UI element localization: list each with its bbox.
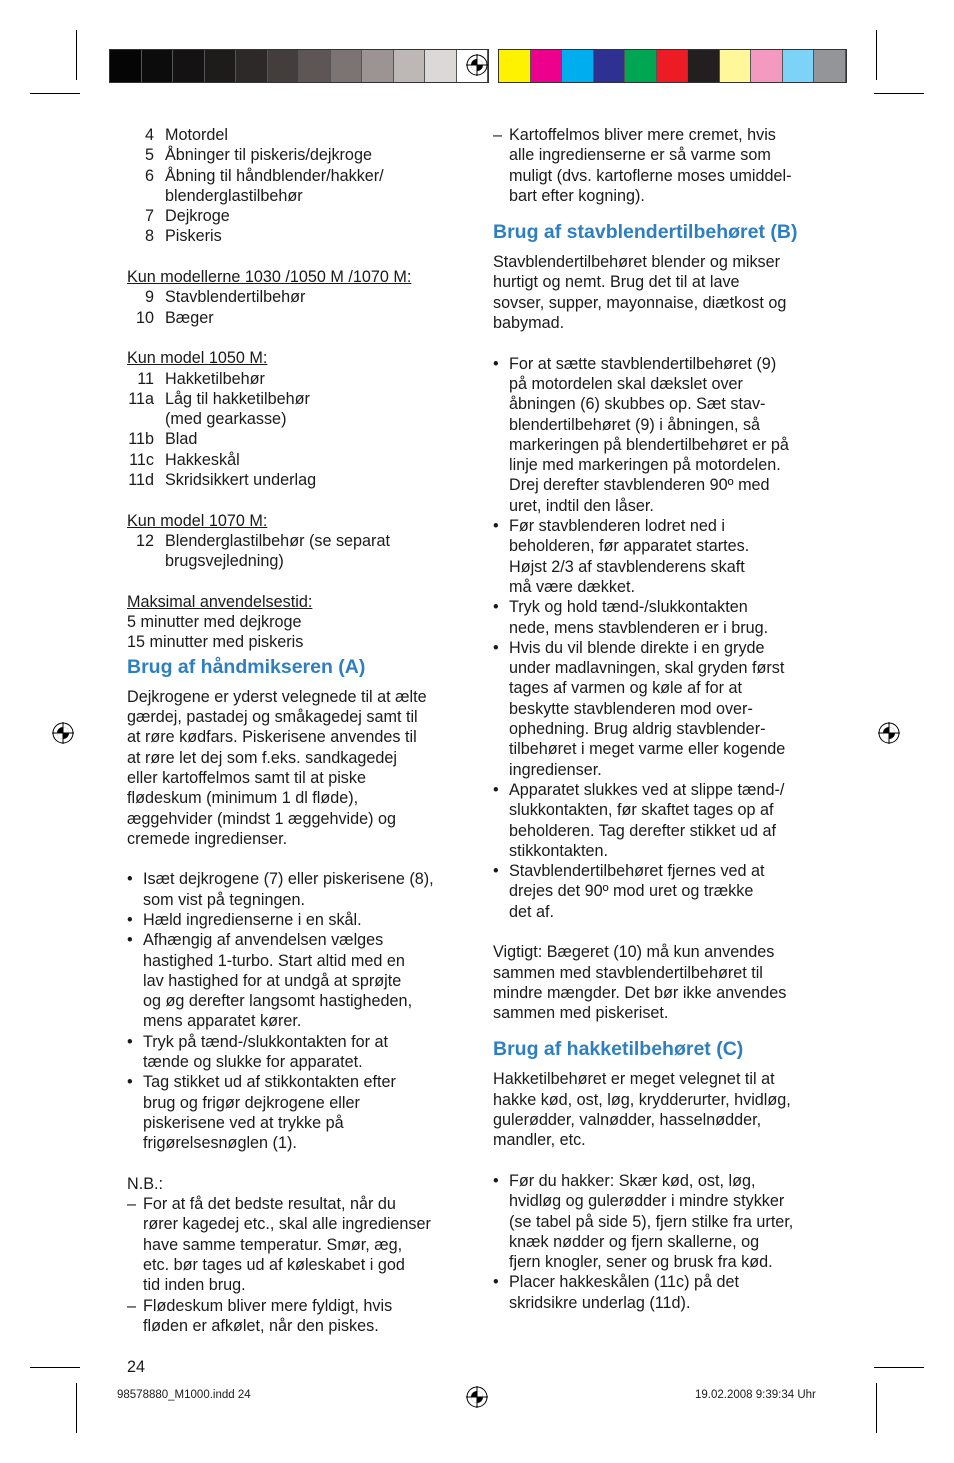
color-swatch: [499, 50, 531, 82]
models-1-heading: Kun modellerne 1030 /1050 M /1070 M:: [127, 268, 412, 287]
nb-label: N.B.:: [127, 1174, 163, 1193]
bullet-line: fjern knogler, sener og brusk fra kød.: [509, 1253, 773, 1272]
item-number: 11: [137, 369, 154, 388]
max-time-line: 15 minutter med piskeris: [127, 633, 304, 652]
models-2-item: [127, 369, 472, 389]
color-swatch: [531, 50, 563, 82]
bullet-line: Afhængig af anvendelsen vælges: [143, 931, 384, 950]
models-3-item: [127, 551, 472, 571]
crop-mark: [30, 93, 80, 94]
bullet-line: Før stavblenderen lodret ned i: [509, 517, 725, 536]
bullet-line: på motordelen skal dækslet over: [509, 374, 743, 393]
bullet-item: [127, 930, 472, 1031]
bullet-line: Apparatet slukkes ved at slippe tænd-/: [509, 780, 785, 799]
parts-list-item: [127, 206, 472, 226]
crop-mark: [76, 30, 77, 80]
section-a-title: Brug af håndmikseren (A): [127, 655, 366, 678]
bullet-line: Før du hakker: Skær kød, ost, løg,: [509, 1171, 756, 1190]
item-number: 11a: [128, 389, 154, 408]
section-b-title: Brug af stavblendertilbehøret (B): [493, 221, 798, 244]
paragraph-line: Vigtigt: Bægeret (10) må kun anvendes: [493, 943, 775, 962]
registration-mark-icon: [52, 722, 74, 744]
models-2-item: [127, 429, 472, 449]
item-text: Piskeris: [165, 227, 222, 246]
section-c-title: Brug af hakketilbehøret (C): [493, 1038, 744, 1061]
paragraph-line: sammen med stavblendertilbehøret til: [493, 963, 763, 982]
item-text: Stavblendertilbehør: [165, 288, 306, 307]
bullet-line: For at få det bedste resultat, når du: [143, 1195, 396, 1214]
bullet-marker: •: [493, 517, 499, 536]
bullet-line: stikkontakten.: [509, 841, 608, 860]
item-number: 7: [144, 207, 154, 226]
bullet-text: [509, 1171, 838, 1272]
registration-mark-icon: [466, 1386, 488, 1408]
item-number: 8: [144, 227, 154, 246]
bullet-line: mens apparatet kører.: [143, 1012, 302, 1031]
paragraph-line: babymad.: [493, 314, 565, 333]
paragraph-line: cremede ingredienser.: [127, 829, 288, 848]
crop-mark: [876, 1383, 877, 1433]
bullet-item: [493, 1272, 838, 1313]
color-swatch: [268, 50, 300, 82]
registration-mark-icon: [878, 722, 900, 744]
grayscale-swatch-bar: [109, 49, 489, 83]
color-swatch: [205, 50, 237, 82]
color-swatch: [657, 50, 689, 82]
paragraph-line: hurtigt og nemt. Brug det til at lave: [493, 273, 740, 292]
bullet-line: fløden er afkølet, når den piskes.: [143, 1316, 379, 1335]
bullet-line: ophedning. Brug aldrig stavblender-: [509, 720, 766, 739]
page-number: 24: [127, 1357, 146, 1376]
paragraph-line: Hakketilbehøret er meget velegnet til at: [493, 1070, 775, 1089]
item-number: 5: [144, 146, 154, 165]
bullet-line: hastighed 1-turbo. Start altid med en: [143, 951, 405, 970]
bullet-item: [493, 861, 838, 922]
section-a-intro: [127, 687, 472, 849]
bullet-line: tid inden brug.: [143, 1276, 246, 1295]
bullet-line: uret, indtil den låser.: [509, 496, 654, 515]
bullet-item: [493, 597, 838, 638]
bullet-line: Stavblendertilbehøret fjernes ved at: [509, 862, 765, 881]
dash-item: [127, 1296, 472, 1337]
bullet-line: have samme temperatur. Smør, æg,: [143, 1235, 403, 1254]
bullet-text: [143, 1032, 472, 1073]
footer-timestamp: 19.02.2008 9:39:34 Uhr: [695, 1389, 816, 1401]
bullet-text: [509, 354, 838, 516]
bullet-line: markeringen på blendertilbehøret er på: [509, 435, 789, 454]
paragraph-line: sovser, supper, mayonnaise, diætkost og: [493, 293, 787, 312]
bullet-marker: •: [493, 1171, 499, 1190]
bullet-line: Kartoffelmos bliver mere cremet, hvis: [509, 126, 776, 144]
bullet-text: [509, 638, 838, 780]
item-text: Hakkeskål: [165, 450, 240, 469]
bullet-line: knæk nødder og fjern skallerne, og: [509, 1232, 760, 1251]
bullet-line: beskytte stavblenderen mod over-: [509, 699, 753, 718]
bullet-text: [509, 516, 838, 597]
color-swatch: [562, 50, 594, 82]
bullet-marker: •: [493, 1273, 499, 1292]
registration-mark-icon: [466, 54, 488, 76]
bullet-line: lav hastighed for at undgå at sprøjte: [143, 971, 402, 990]
bullet-line: For at sætte stavblendertilbehøret (9): [509, 354, 777, 373]
color-swatch: [425, 50, 457, 82]
item-text: Åbninger til piskeris/dejkroge: [165, 146, 372, 165]
bullet-line: under madlavningen, skal gryden først: [509, 659, 785, 678]
color-swatch: [688, 50, 720, 82]
item-text: Skridsikkert underlag: [165, 471, 317, 490]
bullet-line: alle ingredienserne er så varme som: [509, 146, 771, 165]
bullet-text: [143, 910, 472, 930]
right-column: [493, 125, 838, 1313]
max-time-heading: Maksimal anvendelsestid:: [127, 592, 313, 611]
bullet-item: [493, 516, 838, 597]
parts-list-item: [127, 226, 472, 246]
bullet-line: Hvis du vil blende direkte i en gryde: [509, 638, 765, 657]
crop-mark: [30, 1367, 80, 1368]
parts-list-item: [127, 125, 472, 145]
bullet-line: Tryk og hold tænd-/slukkontakten: [509, 598, 748, 617]
bullet-line: tages af varmen og køle af for at: [509, 679, 743, 698]
bullet-line: Isæt dejkrogene (7) eller piskerisene (8),: [143, 870, 434, 889]
bullet-item: [127, 1072, 472, 1153]
paragraph-line: at røre kødfars. Piskerisene anvendes til: [127, 728, 417, 747]
bullet-line: Hæld ingredienserne i en skål.: [143, 910, 362, 929]
bullet-marker: •: [493, 354, 499, 373]
item-text: Dejkroge: [165, 207, 230, 226]
bullet-marker: –: [127, 1195, 137, 1214]
item-text: Blenderglastilbehør (se separat: [165, 531, 390, 550]
bullet-item: [127, 1032, 472, 1073]
bullet-line: må være dækket.: [509, 577, 635, 596]
item-number: 11c: [129, 450, 154, 469]
bullet-marker: •: [127, 1073, 133, 1092]
item-text: Hakketilbehør: [165, 369, 265, 388]
models-2-item: [127, 389, 472, 409]
color-swatch: [720, 50, 752, 82]
footer-file: 98578880_M1000.indd 24: [117, 1389, 251, 1401]
bullet-line: åbningen (6) skubbes op. Sæt stav-: [509, 395, 766, 414]
bullet-line: (se tabel på side 5), fjern stilke fra urter,: [509, 1212, 794, 1231]
bullet-line: det af.: [509, 902, 554, 921]
color-swatch: [110, 50, 142, 82]
models-2-item: [127, 409, 472, 429]
item-number: 11b: [128, 430, 154, 449]
color-swatch: [814, 50, 846, 82]
bullet-text: [509, 780, 838, 861]
paragraph-line: eller kartoffelmos samt til at piske: [127, 768, 367, 787]
section-c-intro: [493, 1069, 838, 1150]
models-3-list: [127, 531, 472, 572]
crop-mark: [874, 1367, 924, 1368]
bullet-line: frigørelsesnøglen (1).: [143, 1134, 297, 1153]
color-swatch: [142, 50, 174, 82]
bullet-line: muligt (dvs. kartoflerne moses umiddel-: [509, 166, 792, 185]
color-swatch: [594, 50, 626, 82]
left-column: [127, 125, 472, 1377]
paragraph-line: mandler, etc.: [493, 1131, 586, 1150]
bullet-text: [509, 1272, 838, 1313]
bullet-line: tilbehøret i meget varme eller kogende: [509, 740, 786, 759]
paragraph-line: at røre let dej som f.eks. sandkagedej: [127, 748, 397, 767]
color-swatch: [331, 50, 363, 82]
models-2-list: [127, 369, 472, 491]
dash-item: [493, 125, 838, 206]
bullet-line: hvidløg og gulerødder i mindre stykker: [509, 1192, 785, 1211]
paragraph-line: hakke kød, ost, løg, krydderurter, hvidløg,: [493, 1090, 791, 1109]
section-a-bullets: [127, 869, 472, 1153]
bullet-line: piskerisene ved at trykke på: [143, 1113, 344, 1132]
bullet-text: [143, 869, 472, 910]
bullet-marker: •: [493, 598, 499, 617]
bullet-line: Placer hakkeskålen (11c) på det: [509, 1273, 740, 1292]
paragraph-line: æggehvider (mindst 1 æggehvide) og: [127, 809, 397, 828]
bullet-line: Tryk på tænd-/slukkontakten for at: [143, 1032, 389, 1051]
bullet-line: Drej derefter stavblenderen 90º med: [509, 476, 770, 495]
bullet-line: som vist på tegningen.: [143, 890, 305, 909]
models-2-item: [127, 450, 472, 470]
bullet-line: bart efter kogning).: [509, 186, 645, 205]
important-note: [493, 942, 838, 1023]
bullet-line: Højst 2/3 af stavblenderens skaft: [509, 557, 745, 576]
bullet-text: [143, 930, 472, 1031]
item-text: Bæger: [165, 308, 214, 327]
item-number: 12: [135, 531, 154, 550]
section-b-intro: [493, 252, 838, 333]
item-number: [127, 551, 165, 571]
bullet-marker: •: [127, 1032, 133, 1051]
dash-item: [127, 1194, 472, 1295]
paragraph-line: sammen med piskeriset.: [493, 1004, 669, 1023]
item-text: brugsvejledning): [165, 552, 284, 571]
bullet-text: [509, 597, 838, 638]
item-number: 4: [144, 126, 154, 144]
bullet-line: beholderen, før apparatet startes.: [509, 537, 750, 556]
crop-mark: [76, 1383, 77, 1433]
section-b-bullets: [493, 354, 838, 922]
item-text: Motordel: [165, 126, 228, 144]
paragraph-line: mindre mængder. Det bør ikke anvendes: [493, 983, 787, 1002]
bullet-line: slukkontakten, før skaftet tages op af: [509, 801, 774, 820]
color-swatch: [173, 50, 205, 82]
bullet-line: etc. bør tages ud af køleskabet i god: [143, 1256, 405, 1275]
color-swatch: [625, 50, 657, 82]
bullet-text: [509, 861, 838, 922]
bullet-text: [143, 1072, 472, 1153]
color-swatch: [751, 50, 783, 82]
item-text: Blad: [165, 430, 198, 449]
bullet-marker: –: [493, 126, 503, 144]
color-swatch-bar: [498, 49, 847, 83]
models-1-item: [127, 308, 472, 328]
bullet-line: tænde og slukke for apparatet.: [143, 1053, 363, 1072]
bullet-line: ingredienser.: [509, 760, 602, 779]
item-text: blenderglastilbehør: [165, 186, 303, 205]
color-swatch: [783, 50, 815, 82]
bullet-item: [493, 780, 838, 861]
item-text: (med gearkasse): [165, 410, 287, 429]
bullet-text: [143, 1194, 472, 1295]
bullet-line: beholderen. Tag derefter stikket ud af: [509, 821, 776, 840]
item-number: 10: [135, 308, 154, 327]
nb-continued: [493, 125, 838, 206]
item-text: Låg til hakketilbehør: [165, 389, 310, 408]
bullet-text: [509, 125, 838, 206]
bullet-marker: •: [127, 910, 133, 929]
models-1-list: [127, 287, 472, 328]
bullet-line: drejes det 90º mod uret og trække: [509, 882, 754, 901]
bullet-marker: –: [127, 1296, 137, 1315]
bullet-item: [493, 638, 838, 780]
color-swatch: [362, 50, 394, 82]
models-1-item: [127, 287, 472, 307]
color-swatch: [236, 50, 268, 82]
bullet-item: [127, 869, 472, 910]
bullet-line: blendertilbehøret (9) i åbningen, så: [509, 415, 761, 434]
paragraph-line: flødeskum (minimum 1 dl fløde),: [127, 789, 359, 808]
bullet-marker: •: [493, 780, 499, 799]
bullet-line: skridsikre underlag (11d).: [509, 1293, 691, 1312]
bullet-text: [143, 1296, 472, 1337]
bullet-marker: •: [127, 870, 133, 889]
bullet-item: [127, 910, 472, 930]
nb-list: [127, 1194, 472, 1336]
models-2-heading: Kun model 1050 M:: [127, 349, 268, 368]
bullet-marker: •: [127, 931, 133, 950]
bullet-line: linje med markeringen på motordelen.: [509, 456, 781, 475]
parts-list-item: [127, 145, 472, 165]
item-number: 6: [144, 166, 154, 185]
bullet-line: og øg derefter langsomt hastigheden,: [143, 992, 413, 1011]
section-c-bullets: [493, 1171, 838, 1313]
bullet-item: [493, 354, 838, 516]
max-time-line: 5 minutter med dejkroge: [127, 613, 302, 632]
paragraph-line: Stavblendertilbehøret blender og mikser: [493, 253, 781, 272]
bullet-line: Tag stikket ud af stikkontakten efter: [143, 1073, 396, 1092]
models-3-heading: Kun model 1070 M:: [127, 511, 268, 530]
paragraph-line: gærdej, pastadej og småkagedej samt til: [127, 708, 418, 727]
item-number: [127, 409, 165, 429]
color-swatch: [299, 50, 331, 82]
item-number: [127, 186, 165, 206]
crop-mark: [874, 93, 924, 94]
parts-list: [127, 125, 472, 247]
crop-mark: [876, 30, 877, 80]
paragraph-line: gulerødder, valnødder, hasselnødder,: [493, 1111, 762, 1130]
bullet-line: Flødeskum bliver mere fyldigt, hvis: [143, 1296, 393, 1315]
bullet-line: nede, mens stavblenderen er i brug.: [509, 618, 769, 637]
color-swatch: [394, 50, 426, 82]
parts-list-item: [127, 186, 472, 206]
bullet-line: rører kagedej etc., skal alle ingredienser: [143, 1215, 431, 1234]
models-3-item: [127, 531, 472, 551]
bullet-marker: •: [493, 862, 499, 881]
item-text: Åbning til håndblender/hakker/: [165, 166, 384, 185]
item-number: 9: [144, 288, 154, 307]
item-number: 11d: [128, 471, 154, 490]
models-2-item: [127, 470, 472, 490]
bullet-item: [493, 1171, 838, 1272]
paragraph-line: Dejkrogene er yderst velegnede til at ælte: [127, 687, 427, 706]
bullet-marker: •: [493, 638, 499, 657]
parts-list-item: [127, 166, 472, 186]
bullet-line: brug og frigør dejkrogene eller: [143, 1093, 360, 1112]
